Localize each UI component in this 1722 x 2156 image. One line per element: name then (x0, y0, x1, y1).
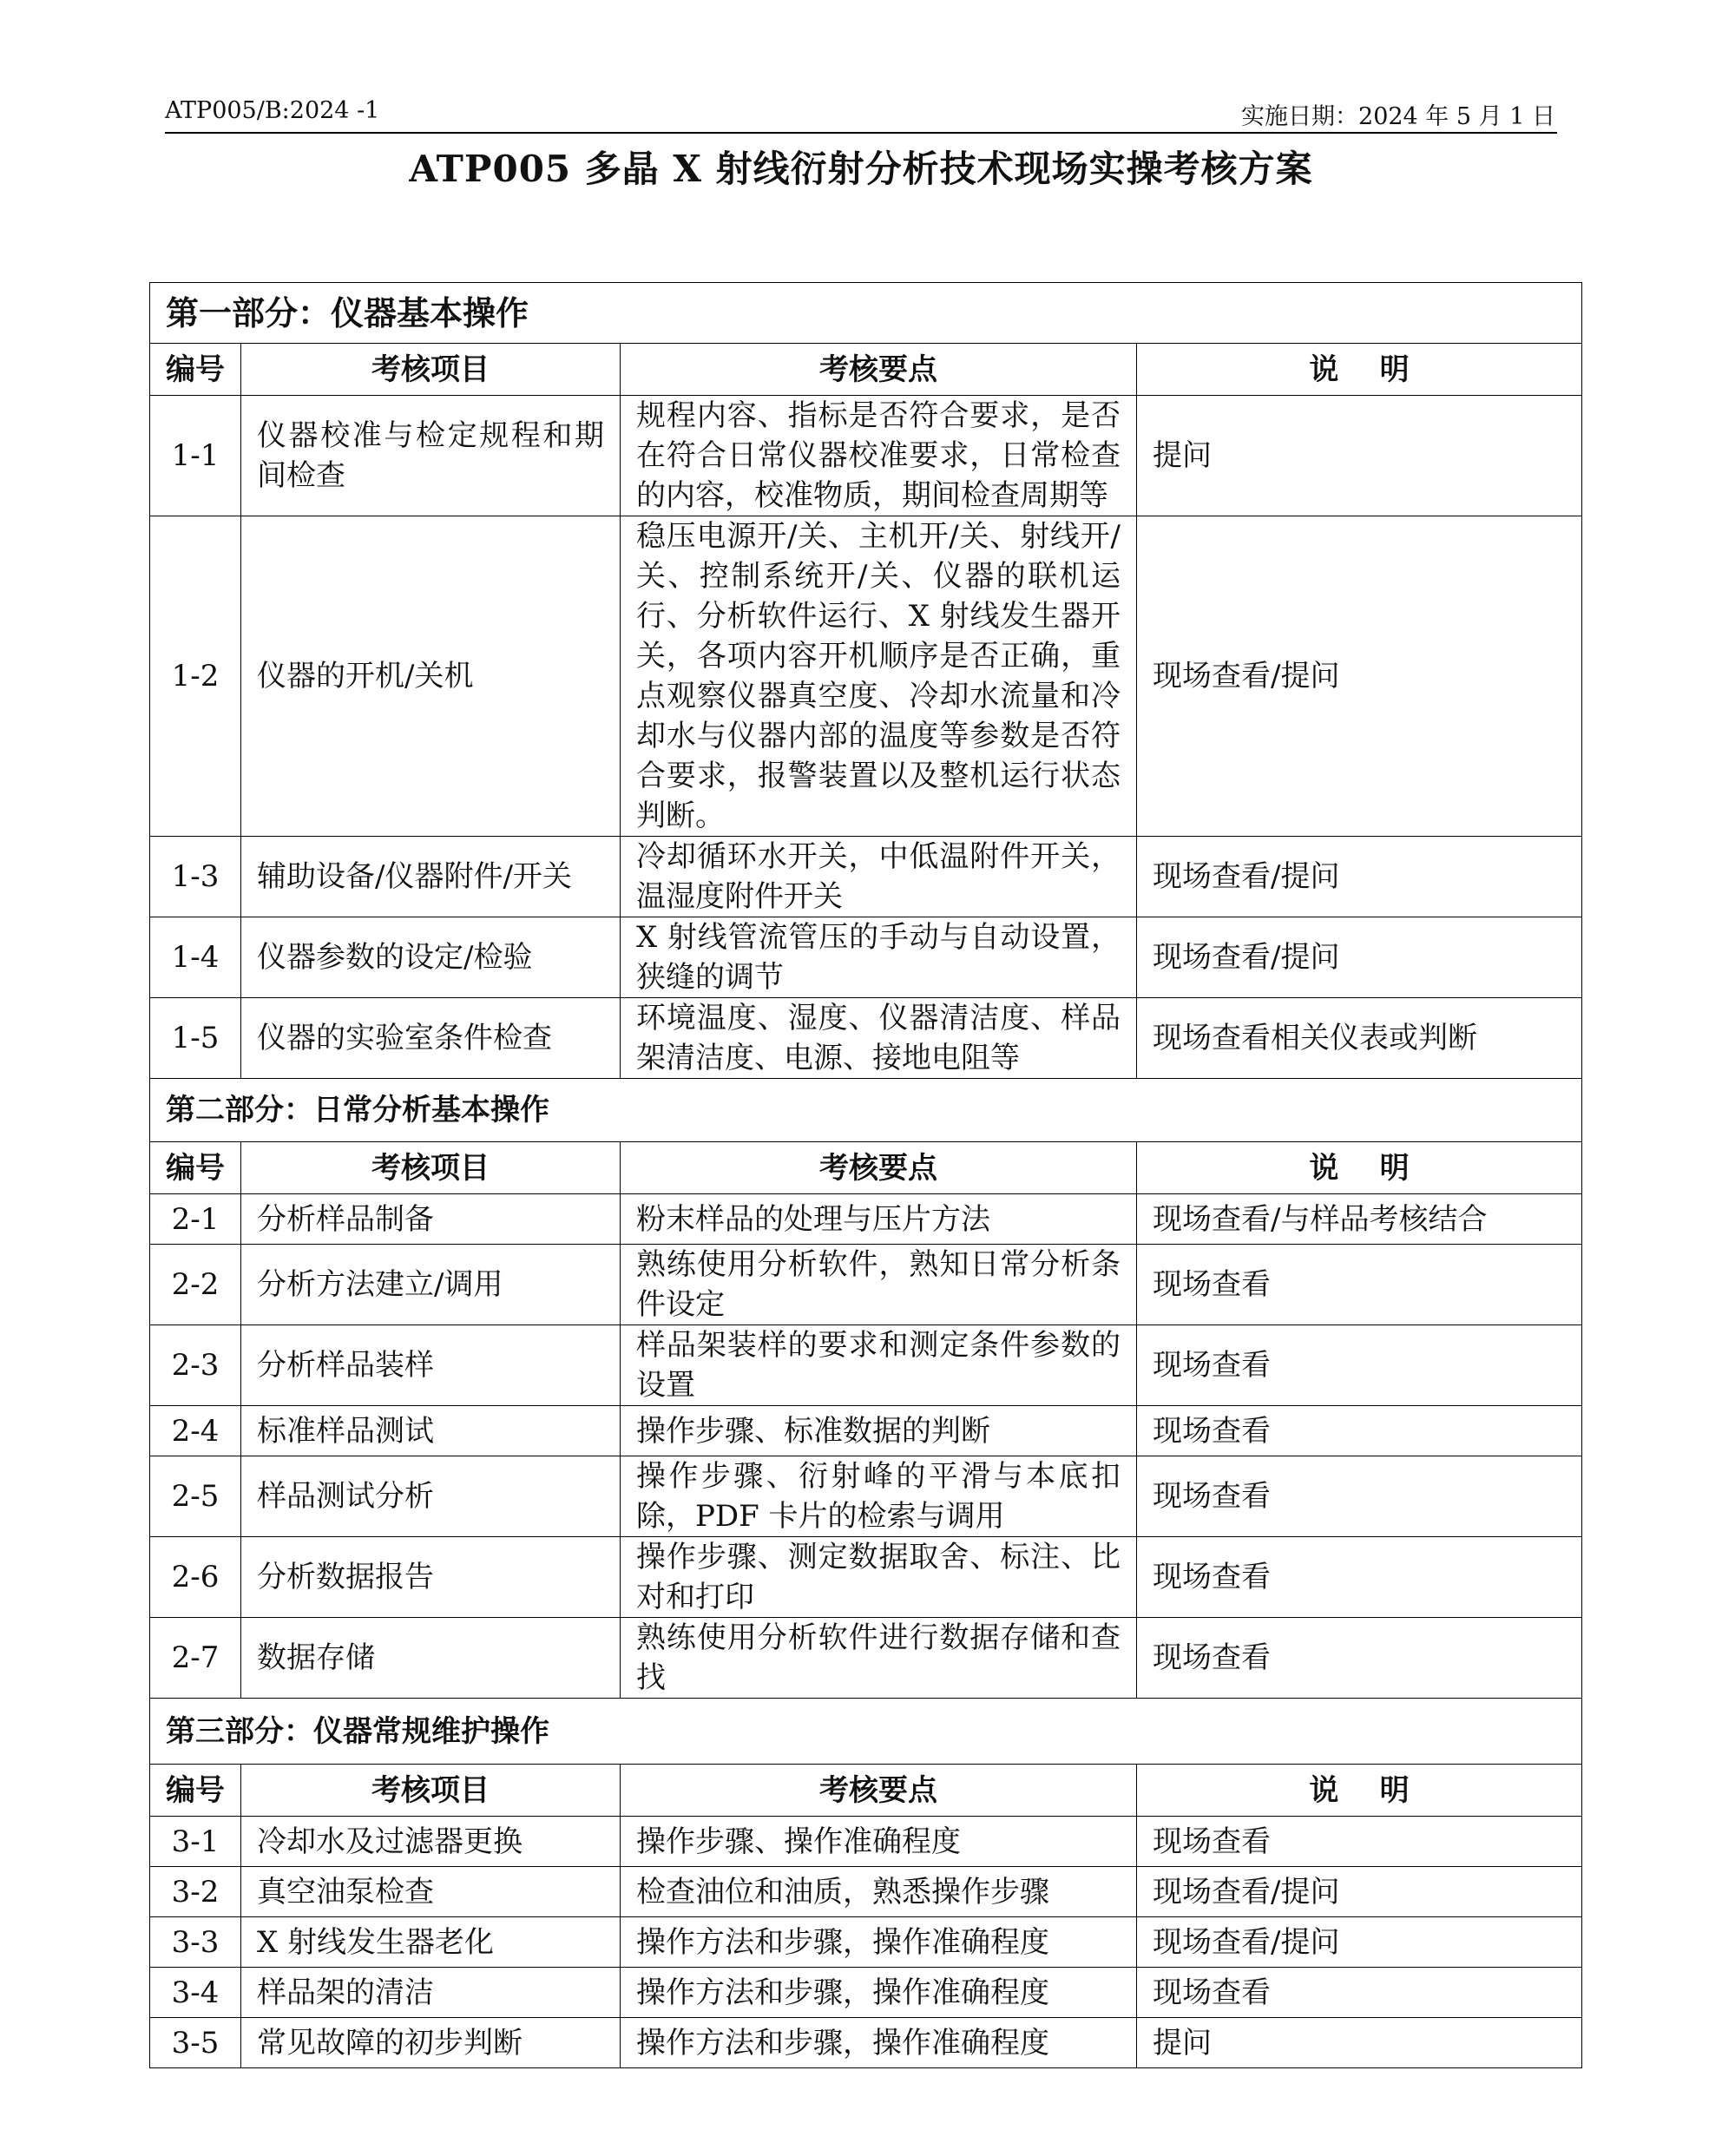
row-note: 现场查看 (1137, 1817, 1582, 1867)
row-item: 仪器校准与检定规程和期间检查 (241, 396, 621, 516)
table-row (150, 396, 1582, 516)
row-note: 现场查看/提问 (1137, 1867, 1582, 1917)
column-header-row (150, 1142, 1582, 1194)
row-number: 1-3 (150, 837, 241, 917)
row-item: 样品测试分析 (241, 1456, 621, 1537)
row-points: X 射线管流管压的手动与自动设置，狭缝的调节 (621, 917, 1137, 998)
assessment-table (149, 282, 1582, 2068)
row-note: 现场查看/提问 (1137, 917, 1582, 998)
row-points: 环境温度、湿度、仪器清洁度、样品架清洁度、电源、接地电阻等 (621, 998, 1137, 1079)
row-item: 样品架的清洁 (241, 1968, 621, 2018)
column-header-row (150, 1765, 1582, 1817)
row-number: 3-4 (150, 1968, 241, 2018)
row-number: 3-2 (150, 1867, 241, 1917)
section-header-3 (150, 1699, 1582, 1765)
row-points: 操作步骤、操作准确程度 (621, 1817, 1137, 1867)
row-item: 真空油泵检查 (241, 1867, 621, 1917)
col-header-points: 考核要点 (621, 344, 1137, 396)
row-item: 分析样品装样 (241, 1325, 621, 1406)
table-row (150, 1456, 1582, 1537)
table-row (150, 917, 1582, 998)
row-number: 2-4 (150, 1406, 241, 1456)
row-number: 2-3 (150, 1325, 241, 1406)
row-number: 3-1 (150, 1817, 241, 1867)
row-number: 2-1 (150, 1194, 241, 1245)
table-row (150, 1817, 1582, 1867)
table-row (150, 1867, 1582, 1917)
col-header-item: 考核项目 (241, 344, 621, 396)
row-item: 仪器参数的设定/检验 (241, 917, 621, 998)
col-header-note: 说 明 (1137, 1142, 1582, 1194)
row-number: 2-7 (150, 1618, 241, 1699)
row-note: 现场查看 (1137, 1618, 1582, 1699)
table-row (150, 1537, 1582, 1618)
row-item: X 射线发生器老化 (241, 1917, 621, 1968)
document-code: ATP005/B:2024 -1 (165, 97, 380, 124)
row-number: 3-3 (150, 1917, 241, 1968)
col-header-number: 编号 (150, 344, 241, 396)
header-rule (165, 132, 1557, 134)
col-header-number: 编号 (150, 1142, 241, 1194)
row-item: 分析数据报告 (241, 1537, 621, 1618)
col-header-note: 说 明 (1137, 1765, 1582, 1817)
row-note: 现场查看 (1137, 1968, 1582, 2018)
row-number: 1-4 (150, 917, 241, 998)
table-row (150, 998, 1582, 1079)
col-header-note: 说 明 (1137, 344, 1582, 396)
row-note: 现场查看/与样品考核结合 (1137, 1194, 1582, 1245)
table-row (150, 2018, 1582, 2068)
row-points: 检查油位和油质，熟悉操作步骤 (621, 1867, 1137, 1917)
table-row (150, 1325, 1582, 1406)
section-header-2 (150, 1079, 1582, 1142)
row-points: 操作步骤、标准数据的判断 (621, 1406, 1137, 1456)
page-title: ATP005 多晶 X 射线衍射分析技术现场实操考核方案 (409, 148, 1313, 190)
col-header-item: 考核项目 (241, 1142, 621, 1194)
row-note: 提问 (1137, 396, 1582, 516)
section-title: 第二部分：日常分析基本操作 (150, 1079, 1582, 1142)
col-header-points: 考核要点 (621, 1142, 1137, 1194)
row-points: 操作步骤、衍射峰的平滑与本底扣除，PDF 卡片的检索与调用 (621, 1456, 1137, 1537)
row-number: 2-5 (150, 1456, 241, 1537)
row-note: 现场查看 (1137, 1537, 1582, 1618)
row-points: 操作方法和步骤，操作准确程度 (621, 2018, 1137, 2068)
col-header-points: 考核要点 (621, 1765, 1137, 1817)
column-header-row (150, 344, 1582, 396)
row-item: 分析样品制备 (241, 1194, 621, 1245)
row-points: 稳压电源开/关、主机开/关、射线开/关、控制系统开/关、仪器的联机运行、分析软件运行、X 射线发生器开关，各项内容开机顺序是否正确，重点观察仪器真空度、冷却水流量和冷却水与仪器内部的温度等参数是否符合要求，报警装置以及整机运行状态判断。 (621, 516, 1137, 837)
row-points: 熟练使用分析软件，熟知日常分析条件设定 (621, 1245, 1137, 1325)
row-item: 仪器的开机/关机 (241, 516, 621, 837)
table-row (150, 1618, 1582, 1699)
row-note: 现场查看 (1137, 1406, 1582, 1456)
table-row (150, 1917, 1582, 1968)
row-note: 现场查看/提问 (1137, 1917, 1582, 1968)
row-number: 1-2 (150, 516, 241, 837)
row-points: 操作方法和步骤，操作准确程度 (621, 1968, 1137, 2018)
table-row (150, 516, 1582, 837)
row-item: 辅助设备/仪器附件/开关 (241, 837, 621, 917)
row-item: 分析方法建立/调用 (241, 1245, 621, 1325)
row-item: 标准样品测试 (241, 1406, 621, 1456)
row-number: 1-1 (150, 396, 241, 516)
row-points: 操作方法和步骤，操作准确程度 (621, 1917, 1137, 1968)
table-row (150, 837, 1582, 917)
row-item: 仪器的实验室条件检查 (241, 998, 621, 1079)
row-number: 2-2 (150, 1245, 241, 1325)
row-note: 现场查看 (1137, 1325, 1582, 1406)
row-note: 现场查看 (1137, 1245, 1582, 1325)
section-title: 第一部分：仪器基本操作 (150, 283, 1582, 344)
row-item: 数据存储 (241, 1618, 621, 1699)
row-number: 1-5 (150, 998, 241, 1079)
row-note: 提问 (1137, 2018, 1582, 2068)
effective-date: 实施日期：2024 年 5 月 1 日 (1241, 103, 1555, 130)
col-header-item: 考核项目 (241, 1765, 621, 1817)
row-number: 3-5 (150, 2018, 241, 2068)
row-note: 现场查看相关仪表或判断 (1137, 998, 1582, 1079)
row-item: 冷却水及过滤器更换 (241, 1817, 621, 1867)
row-note: 现场查看/提问 (1137, 516, 1582, 837)
table-row (150, 1968, 1582, 2018)
row-note: 现场查看 (1137, 1456, 1582, 1537)
row-points: 样品架装样的要求和测定条件参数的设置 (621, 1325, 1137, 1406)
table-row (150, 1245, 1582, 1325)
col-header-number: 编号 (150, 1765, 241, 1817)
table-row (150, 1406, 1582, 1456)
row-points: 粉末样品的处理与压片方法 (621, 1194, 1137, 1245)
row-item: 常见故障的初步判断 (241, 2018, 621, 2068)
row-points: 规程内容、指标是否符合要求，是否在符合日常仪器校准要求，日常检查的内容，校准物质，期间检查周期等 (621, 396, 1137, 516)
row-points: 熟练使用分析软件进行数据存储和查找 (621, 1618, 1137, 1699)
row-points: 操作步骤、测定数据取舍、标注、比对和打印 (621, 1537, 1137, 1618)
section-title: 第三部分：仪器常规维护操作 (150, 1699, 1582, 1765)
row-number: 2-6 (150, 1537, 241, 1618)
row-note: 现场查看/提问 (1137, 837, 1582, 917)
table-row (150, 1194, 1582, 1245)
section-header-1 (150, 283, 1582, 344)
row-points: 冷却循环水开关，中低温附件开关，温湿度附件开关 (621, 837, 1137, 917)
